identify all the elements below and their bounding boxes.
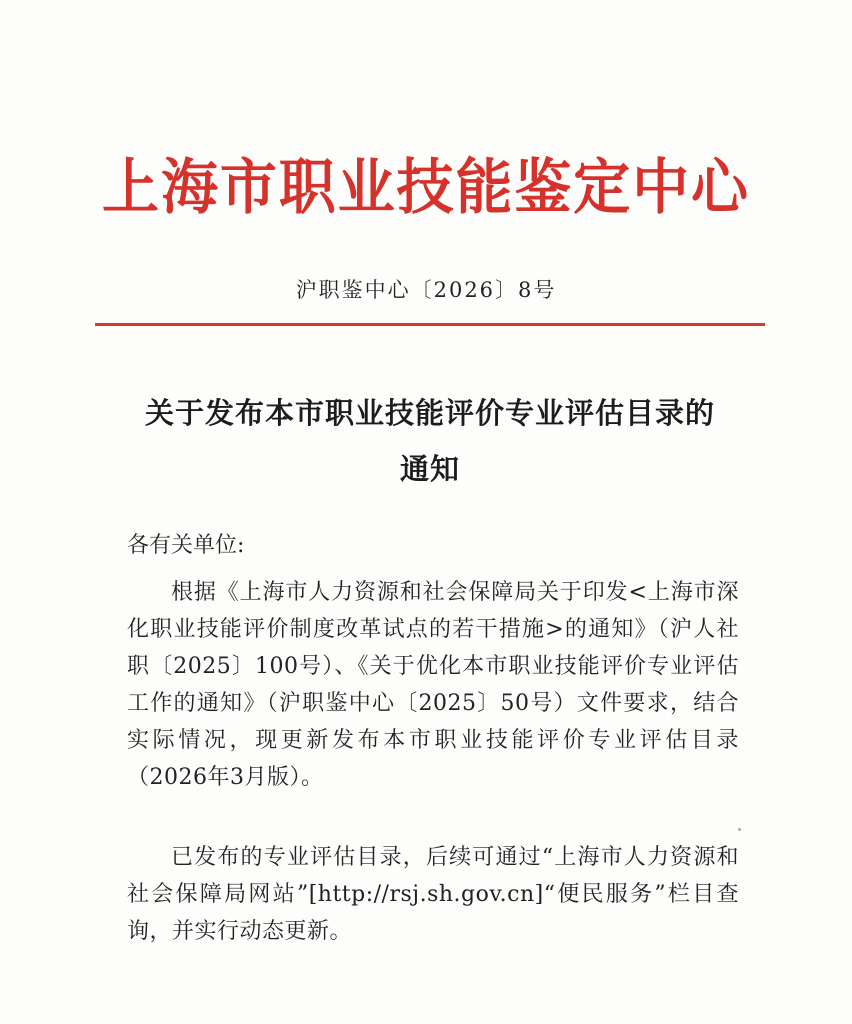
issuing-organization-header: 上海市职业技能鉴定中心 (102, 153, 750, 223)
notice-title-line1: 关于发布本市职业技能评价专业评估目录的 (144, 396, 715, 430)
notice-title-line2: 通知 (399, 452, 460, 486)
red-separator-line (95, 323, 765, 326)
salutation: 各有关单位: (127, 533, 245, 558)
scan-speck (738, 828, 741, 831)
body-paragraph-1: 根据《上海市人力资源和社会保障局关于印发<上海市深化职业技能评价制度改革试点的若干措施>的通知》（沪人社职〔2025〕100号）、《关于优化本市职业技能评价专业评估工作的通知》（沪职鉴中心〔2025〕50号）文件要求，结合实际情况，现更新发布本市职业技能评价专业评估目录（2026年3月版）。 (127, 580, 739, 790)
body-paragraph-2: 已发布的专业评估目录，后续可通过“上海市人力资源和社会保障局网站”[http://rsj.sh.gov.cn]“便民服务”栏目查询，并实行动态更新。 (127, 845, 739, 944)
document-number: 沪职鉴中心〔2026〕8号 (295, 278, 557, 302)
notice-title (95, 385, 765, 497)
